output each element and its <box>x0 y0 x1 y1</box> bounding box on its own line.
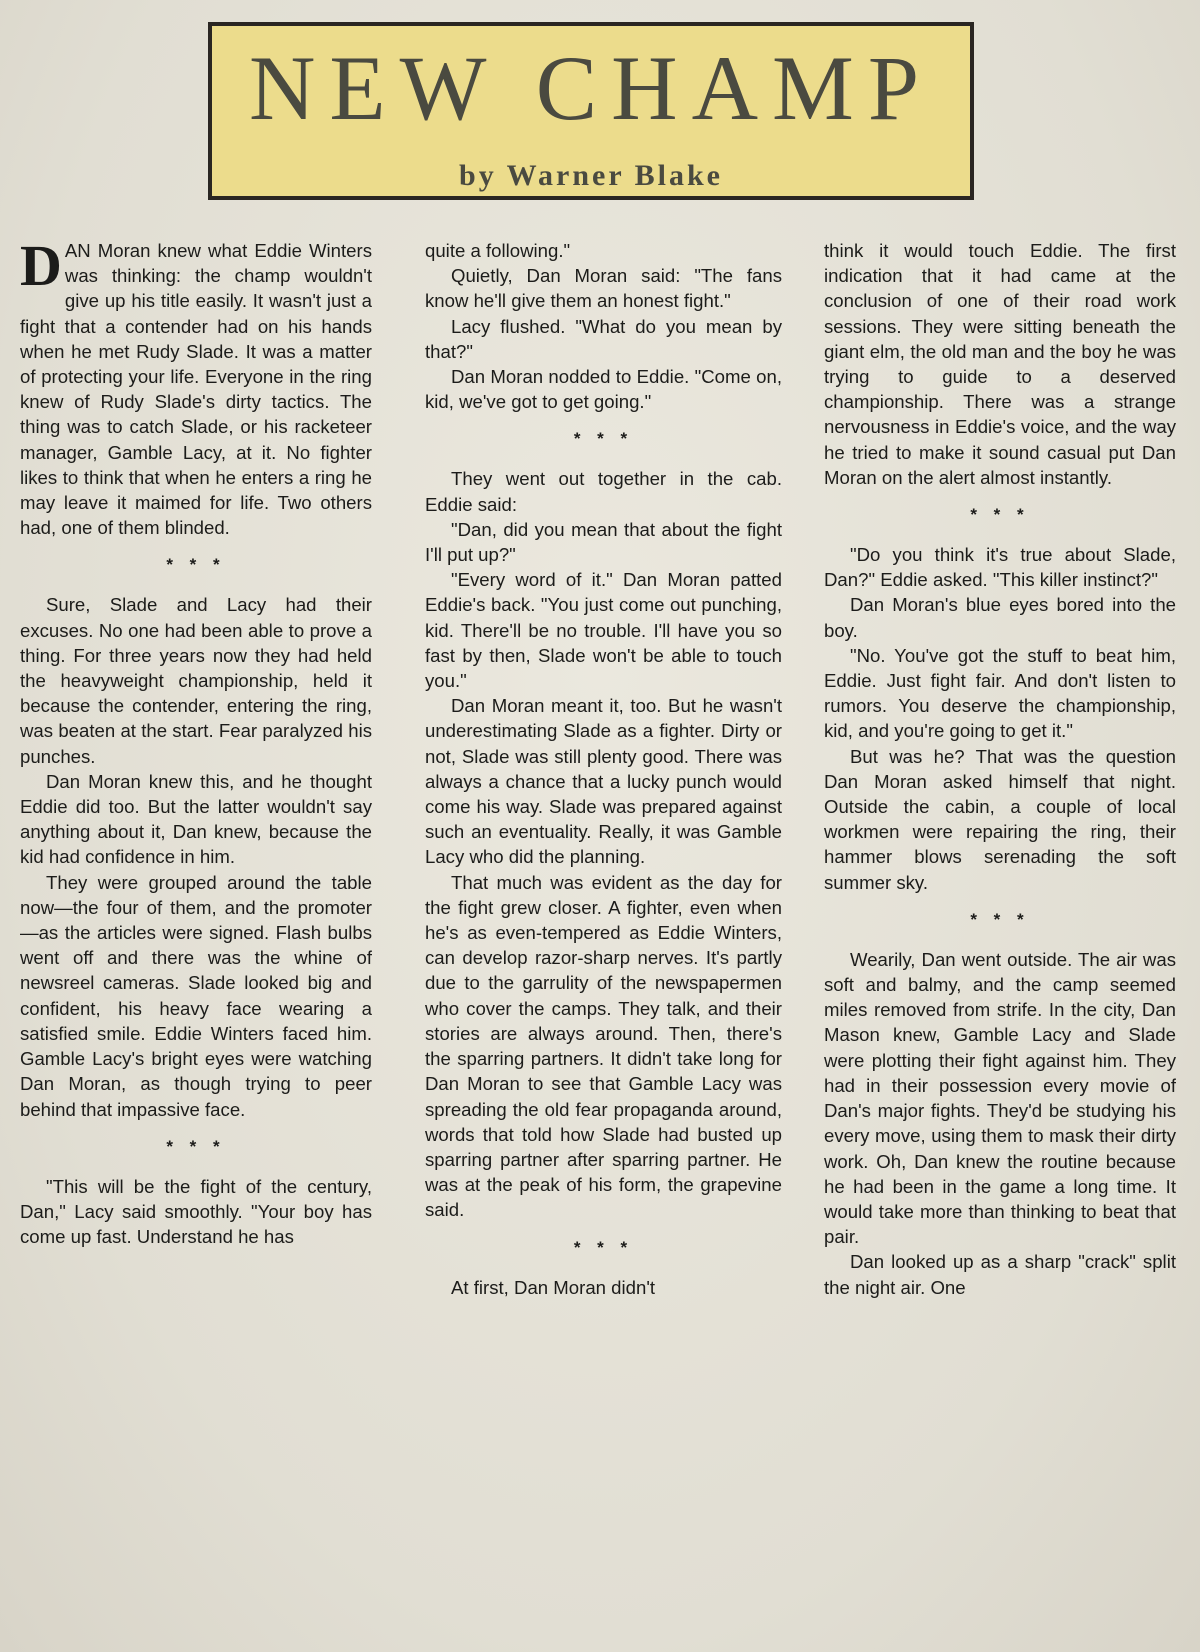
paragraph: But was he? That was the question Dan Moran asked himself that night. Outside the cabin, a couple of local workmen were repairing the ring, their hammer blows serenading the soft summer sky. <box>824 745 1176 893</box>
text-column-2 <box>425 238 782 1638</box>
paragraph: "No. You've got the stuff to beat him, Eddie. Just fight fair. And don't listen to rumors. You deserve the championship, kid, and you're going to get it." <box>824 644 1176 742</box>
paragraph: Dan looked up as a sharp "crack" split the night air. One <box>824 1251 1176 1298</box>
paragraph: Dan Moran's blue eyes bored into the boy. <box>824 594 1176 641</box>
paragraph: Sure, Slade and Lacy had their excuses. No one had been able to prove a thing. For three years now they had held the heavyweight championship, held it because the contender, entering the ring, was beaten at the start. Fear paralyzed his punches. <box>20 594 372 767</box>
paragraph: That much was evident as the day for the fight grew closer. A fighter, even when he's as even-tempered as Eddie Winters, can develop razor-sharp nerves. It's partly due to the garrulity of the newspapermen who cover the camps. They talk, and their stories are always around. Then, there's the sparring partners. It didn't take long for Dan Moran to see that Gamble Lacy was spreading the old fear propaganda around, words that told how Slade had busted up sparring partner after sparring partner. He was at the peak of his form, the grapevine said. <box>425 871 782 1221</box>
paragraph: Dan Moran meant it, too. But he wasn't underestimating Slade as a fighter. Dirty or not, Slade was still plenty good. There was always a chance that a lucky punch would come his way. Slade was prepared against such an eventuality. Really, it was Gamble Lacy who did the planning. <box>425 695 782 868</box>
text-column-3 <box>824 238 1176 1638</box>
title-banner <box>208 22 974 200</box>
paragraph: Lacy flushed. "What do you mean by that?" <box>425 315 782 362</box>
paragraph: They went out together in the cab. Eddie said: <box>425 468 782 515</box>
paragraph: quite a following." <box>425 240 571 261</box>
paragraph: "Dan, did you mean that about the fight I'll put up?" <box>425 518 782 566</box>
section-separator: * * * <box>166 555 226 575</box>
paragraph: Dan Moran nodded to Eddie. "Come on, kid, we've got to get going." <box>425 366 782 413</box>
paragraph: "This will be the fight of the century, Dan," Lacy said smoothly. "Your boy has come up fast. Understand he has <box>20 1175 372 1248</box>
story-title: NEW CHAMP <box>248 37 934 139</box>
section-separator: * * * <box>573 429 634 449</box>
drop-cap: D <box>20 238 62 298</box>
paragraph: Wearily, Dan went outside. The air was soft and balmy, and the camp seemed miles removed from strife. In the city, Dan Mason knew, Gamble Lacy and Slade were plotting their fight against him. They had in their possession every movie of Dan's major fights. They'd be studying his every move, using them to mask their dirty work. Oh, Dan knew the routine because he had been in the game a long time. It would take more than thinking to beat that pair. <box>824 948 1176 1248</box>
paragraph: At first, Dan Moran didn't <box>451 1276 656 1298</box>
section-separator: * * * <box>573 1237 634 1257</box>
section-separator: * * * <box>166 1136 226 1156</box>
paragraph: They were grouped around the table now—the four of them, and the promoter—as the articles were signed. Flash bulbs went off and there was the whine of newsreel cameras. Slade looked big and confident, his heavy face wearing a satisfied smile. Eddie Winters faced him. Gamble Lacy's bright eyes were watching Dan Moran, as though trying to peer behind that impassive face. <box>20 871 372 1120</box>
paragraph <box>20 238 372 540</box>
paragraph: "Every word of it." Dan Moran patted Eddie's back. "You just come out punching, kid. There'll be no trouble. I'll have you so fast by then, Slade won't be able to touch you." <box>425 569 782 692</box>
story-byline: by Warner Blake <box>459 159 723 192</box>
paragraph-text: AN Moran knew what Eddie Winters was thinking: the champ wouldn't give up his title easily. It wasn't just a fight that a contender had on his hands when he met Rudy Slade. It was a matter of protecting your life. Everyone in the ring knew of Rudy Slade's dirty tactics. The thing was to catch Slade, or his racketeer manager, Gamble Lacy, at it. No fighter likes to think that when he enters a ring he may leave it maimed for life. Two others had, one of them blinded. <box>20 240 372 539</box>
paragraph: Quietly, Dan Moran said: "The fans know he'll give them an honest fight." <box>425 265 782 312</box>
paragraph: Dan Moran knew this, and he thought Eddie did too. But the latter wouldn't say anything about it, Dan knew, because the kid had confidence in him. <box>20 770 372 868</box>
paragraph: think it would touch Eddie. The first indication that it had came at the conclusion of one of their road work sessions. They were sitting beneath the giant elm, the old man and the boy he was trying to guide to a deserved championship. There was a strange nervousness in Eddie's voice, and the way he tried to make it sound casual put Dan Moran on the alert almost instantly. <box>824 240 1176 488</box>
text-column-1 <box>20 238 372 1638</box>
section-separator: * * * <box>970 505 1030 525</box>
paragraph: "Do you think it's true about Slade, Dan?" Eddie asked. "This killer instinct?" <box>824 544 1176 591</box>
section-separator: * * * <box>970 909 1030 929</box>
